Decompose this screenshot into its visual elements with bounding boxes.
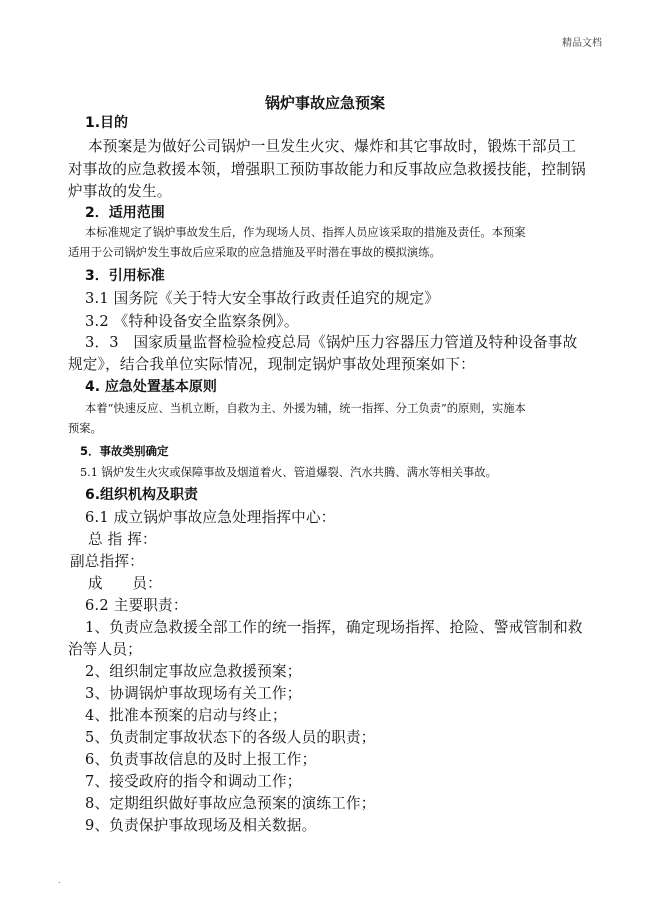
reference-line: 规定》，结合我单位实际情况，现制定锅炉事故处理预案如下： (68, 356, 475, 373)
section-heading-scope: 2．适用范围 (85, 205, 165, 221)
section-heading-references: 3．引用标准 (85, 268, 165, 284)
duty-item: 9、负责保护事故现场及相关数据。 (85, 817, 317, 834)
reference-line: 3.1 国务院《关于特大安全事故行政责任追究的规定》 (85, 290, 440, 307)
duty-item: 2、组织制定事故应急救援预案； (85, 663, 302, 680)
paragraph-line: 对事故的应急救援本领，增强职工预防事故能力和反事故应急救援技能，控制锅 (68, 161, 586, 178)
section-heading-purpose: 1.目的 (85, 115, 129, 131)
duty-item: 8、定期组织做好事故应急预案的演练工作； (85, 795, 376, 812)
section-heading-organization: 6.组织机构及职责 (85, 487, 199, 503)
section-heading-categories: 5．事故类别确定 (80, 444, 169, 458)
duty-item: 7、接受政府的指令和调动工作； (85, 773, 302, 790)
page-header-label: 精品文档 (562, 38, 602, 49)
paragraph-line: 适用于公司锅炉发生事故后应采取的应急措施及平时潜在事故的模拟演练。 (68, 246, 441, 259)
role-line: 总 指 挥： (88, 531, 157, 548)
paragraph-line: 预案。 (68, 422, 102, 435)
paragraph-line: 5.1 锅炉发生火灾或保障事故及烟道着火、管道爆裂、汽水共腾、满水等相关事故。 (80, 466, 497, 479)
paragraph-line: 炉事故的发生。 (68, 183, 172, 200)
duty-item: 5、负责制定事故状态下的各级人员的职责； (85, 729, 376, 746)
paragraph-line: 本标准规定了锅炉事故发生后，作为现场人员、指挥人员应该采取的措施及责任。本预案 (85, 226, 526, 239)
section-heading-principles: 4. 应急处置基本原则 (85, 379, 217, 395)
duty-item: 3、协调锅炉事故现场有关工作； (85, 685, 302, 702)
role-line: 副总指挥： (70, 553, 144, 570)
duty-item: 治等人员； (68, 641, 142, 658)
paragraph-line: 本预案是为做好公司锅炉一旦发生火灾、爆炸和其它事故时，锻炼干部员工 (88, 138, 577, 155)
reference-line: 3．3 国家质量监督检验检疫总局《锅炉压力容器压力管道及特种设备事故 (85, 334, 578, 351)
duty-item: 6、负责事故信息的及时上报工作； (85, 751, 317, 768)
duty-item: 4、批准本预案的启动与终止； (85, 707, 287, 724)
document-title: 锅炉事故应急预案 (264, 94, 385, 112)
duty-item: 1、负责应急救援全部工作的统一指挥，确定现场指挥、抢险、警戒管制和救 (85, 619, 583, 636)
subsection-line: 6.2 主要职责： (85, 597, 188, 614)
subsection-line: 6.1 成立锅炉事故应急处理指挥中心： (85, 509, 336, 526)
paragraph-line: 本着“快速反应、当机立断，自救为主、外援为辅，统一指挥、分工负责”的原则，实施本 (85, 402, 526, 415)
role-line: 成 员： (88, 575, 162, 592)
footer-mark: . (58, 876, 61, 885)
reference-line: 3.2 《特种设备安全监察条例》。 (85, 313, 299, 330)
